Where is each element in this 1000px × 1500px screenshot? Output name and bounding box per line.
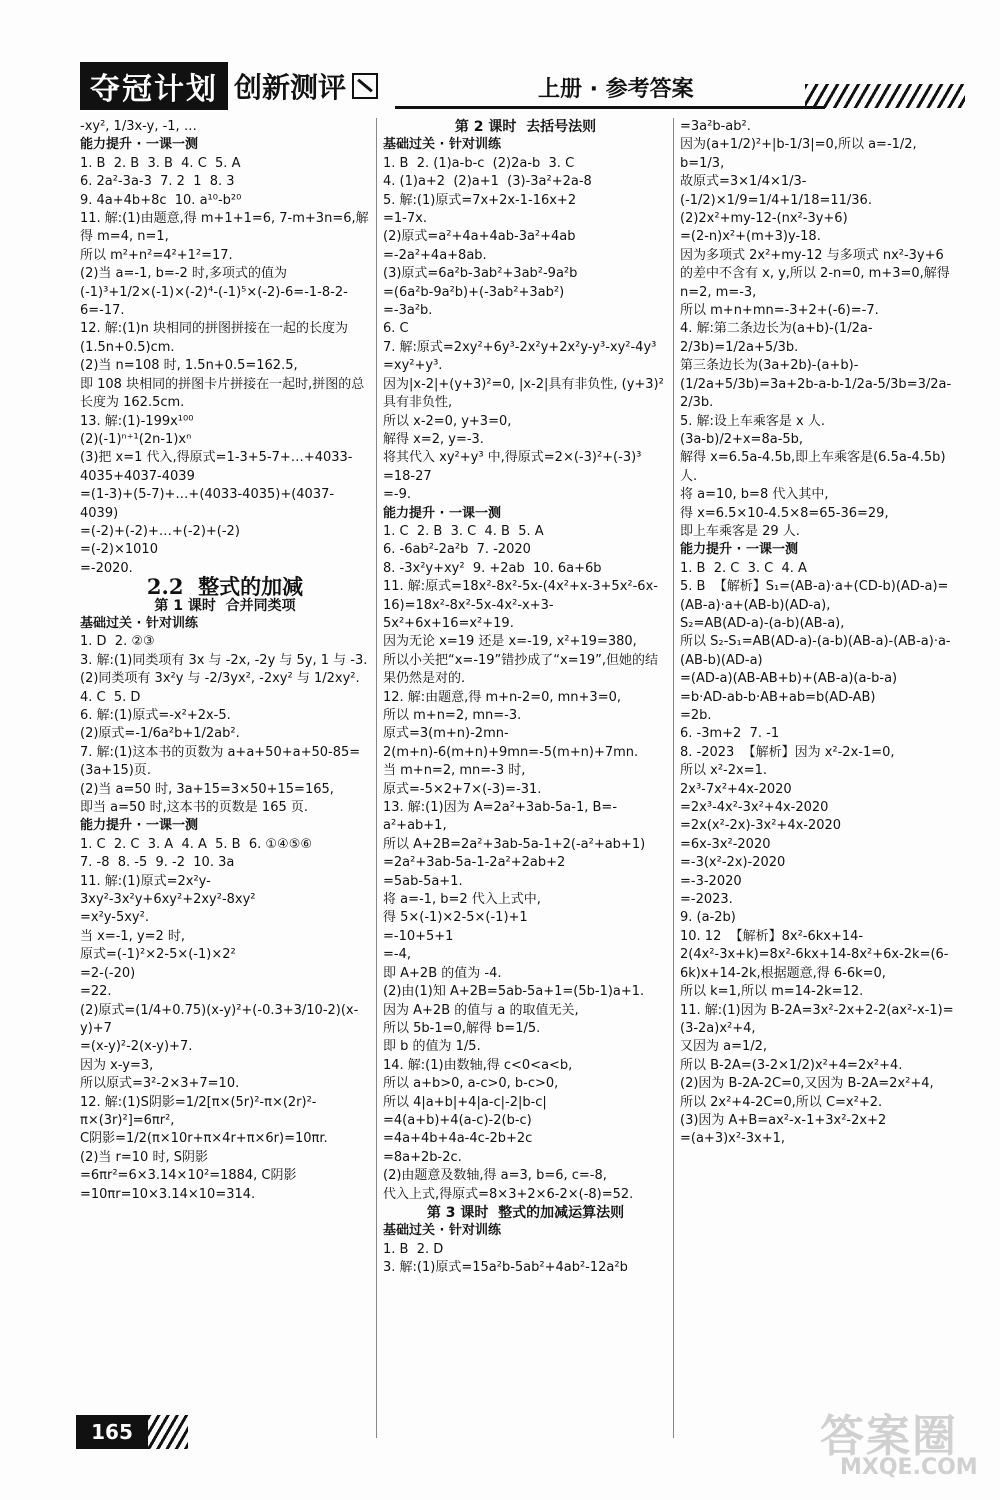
answer-line: 5. B 【解析】S₁=(AB-a)·a+(CD-b)(AD-a)=(AB-a)·a+(AB-b)(AD-a), <box>680 579 949 613</box>
answer-line: 所以 m²+n²=4²+1²=17. <box>80 247 233 263</box>
answer-line: 即 A+2B 的值为 -4. <box>383 965 502 981</box>
answer-line: 故原式=3×1/4×1/3-(-1/2)×1/9=1/4+1/18=11/36. <box>680 174 872 208</box>
answer-line: 所以 k=1,所以 m=14-2k=12. <box>680 984 864 1000</box>
answer-column-1 <box>80 118 370 1204</box>
answer-line: 2.2 整式的加减 <box>146 574 304 600</box>
answer-line: =(a+3)x²-3x+1, <box>680 1131 786 1147</box>
answer-line: (2)原式=-1/6a²b+1/2ab². <box>80 726 240 742</box>
answer-line: 得 5×(-1)×2-5×(-1)+1 <box>383 910 528 926</box>
answer-line: =xy²+y³. <box>383 358 443 374</box>
answer-line: 因为无论 x=19 还是 x=-19, x²+19=380, <box>383 634 637 650</box>
answer-line: 3. 解:(1)原式=15a²b-5ab²+4ab²-12a²b <box>383 1260 628 1276</box>
answer-line: =2b. <box>680 708 712 723</box>
answer-line: 能力提升 · 一课一测 <box>680 542 798 558</box>
answer-line: 第 1 课时 合并同类项 <box>154 597 296 614</box>
answer-line: 4. 解:第二条边长为(a+b)-(1/2a-2/3b)=1/2a+5/3b. <box>680 321 873 355</box>
answer-line: =-4, <box>383 947 411 963</box>
answer-line: 6. 解:(1)原式=-x²+2x-5. <box>80 708 231 723</box>
answer-line: (3)把 x=1 代入,得原式=1-3+5-7+…+4033-4035+4037-4039 <box>80 450 353 484</box>
answer-line: =-2a²+4a+8ab. <box>383 247 487 263</box>
answer-line: (3)因为 A+B=ax²-x-1+3x²-2x+2 <box>680 1112 887 1128</box>
answer-line: 9. (a-2b) <box>680 910 736 926</box>
answer-line: 因为(a+1/2)²+|b-1/3|=0,所以 a=-1/2, b=1/3, <box>680 137 921 171</box>
answer-line: (3a-b)/2+x=8a-5b, <box>680 431 804 447</box>
answer-line: 能力提升 · 一课一测 <box>383 505 501 521</box>
answer-line: =-10+5+1 <box>383 928 454 944</box>
answer-line: (2)同类项有 3x²y 与 -2/3yx², -2xy² 与 1/2xy². <box>80 671 360 687</box>
answer-line: 将 a=10, b=8 代入其中, <box>680 487 829 503</box>
answer-line: 11. 解:原式=18x²-8x²-5x-(4x²+x-3+5x²-6x-16)=18x²-8x²-5x-4x²-x+3-5x²+6x+16=x²+19. <box>383 579 658 631</box>
answer-line: =b·AD-ab-b·AB+ab=b(AD-AB) <box>680 689 876 705</box>
answer-line: =-3-2020 <box>680 873 742 889</box>
answer-line: =2-(-20) <box>80 965 136 981</box>
answer-line: =6x-3x²-2020 <box>680 836 771 852</box>
answer-line: (2)2x²+my-12-(nx²-3y+6) <box>680 211 848 227</box>
page-number: 165 <box>76 1415 148 1449</box>
answer-line: 3. 解:(1)同类项有 3x 与 -2x, -2y 与 5y, 1 与 -3. <box>80 652 368 668</box>
answer-line: 1. D 2. ②③ <box>80 634 155 650</box>
answer-line: (2)由(1)知 A+2B=5ab-5a+1=(5b-1)a+1. <box>383 984 645 1000</box>
answer-line: 基础过关 · 针对训练 <box>383 1223 501 1239</box>
header-stripes <box>805 84 965 108</box>
answer-line: =(-2)×1010 <box>80 542 158 558</box>
answer-line: (2)当 r=10 时, S阴影=6πr²=6×3.14×10²=1884, C阴影=10πr=10×3.14×10=314. <box>80 1149 297 1202</box>
answer-line: =8a+2b-2c. <box>383 1149 462 1165</box>
answer-line: 即 b 的值为 1/5. <box>383 1039 481 1055</box>
answer-line: 所以 a+b>0, a-c>0, b-c>0, <box>383 1076 559 1092</box>
answer-line: 14. 解:(1)由数轴,得 c<0<a<b, <box>383 1057 573 1073</box>
answer-line: (2)由题意及数轴,得 a=3, b=6, c=-8, <box>383 1168 607 1184</box>
answer-line: 13. 解:(1)因为 A=2a²+3ab-5a-1, B=-a²+ab+1, <box>383 800 618 834</box>
answer-line: =2x(x²-2x)-3x²+4x-2020 <box>680 818 842 834</box>
answer-line: 12. 解:由题意,得 m+n-2=0, mn+3=0, <box>383 689 621 705</box>
answer-line: =4a+4b+4a-4c-2b+2c <box>383 1131 533 1147</box>
answer-line: 因为 A+2B 的值与 a 的取值无关, <box>383 1002 579 1018</box>
answer-line: 当 x=-1, y=2 时, <box>80 928 186 944</box>
answer-line: 9. 4a+4b+8c 10. a¹⁰-b²⁰ <box>80 192 242 208</box>
checkbox-mark-icon <box>352 73 378 99</box>
answer-line: =2a²+3ab-5a-1-2a²+2ab+2 <box>383 855 566 871</box>
answer-line: (2)因为 B-2A-2C=0,又因为 B-2A=2x²+4, <box>680 1076 934 1092</box>
answer-line: 所以 m+n+mn=-3+2+(-6)=-7. <box>680 303 879 319</box>
answer-line: 8. -2023 【解析】因为 x²-2x-1=0, <box>680 744 895 760</box>
answer-line: 所以 x-2=0, y+3=0, <box>383 413 512 429</box>
answer-line: 5. 解:设上车乘客是 x 人. <box>680 413 826 429</box>
answer-line: (2)当 a=50 时, 3a+15=3×50+15=165, <box>80 781 334 797</box>
page-tag: 上册 · 参考答案 <box>538 77 694 102</box>
answer-line: 基础过关 · 针对训练 <box>80 615 198 631</box>
answer-line: 7. 解:原式=2xy²+6y³-2x²y+2x²y-y³-xy²-4y³ <box>383 339 657 355</box>
answer-line: =-3a²b. <box>383 303 433 319</box>
page-number-stripes <box>148 1415 188 1449</box>
answer-line: =18-27 <box>383 468 432 484</box>
answer-line: 7. 解:(1)这本书的页数为 a+a+50+a+50-85=(3a+15)页. <box>80 744 361 779</box>
answer-line: =(x-y)²-2(x-y)+7. <box>80 1039 193 1055</box>
answer-line: 即上车乘客是 29 人. <box>680 523 800 539</box>
answer-line: 第 3 课时 整式的加减运算法则 <box>426 1204 625 1221</box>
answer-line: 能力提升 · 一课一测 <box>80 818 198 834</box>
answer-line: (2)当 a=-1, b=-2 时,多项式的值为 <box>80 266 288 282</box>
answer-line: =-2020. <box>80 560 133 576</box>
answer-line: C阴影=1/2(π×10r+π×4r+π×6r)=10πr. <box>80 1131 328 1147</box>
answer-line: 因为多项式 2x²+my-12 与多项式 nx²-3y+6 的差中不含有 x, y,所以 2-n=0, m+3=0,解得 n=2, m=-3, <box>680 247 954 300</box>
answer-line: 1. B 2. D <box>383 1241 444 1257</box>
answer-column-3 <box>680 118 960 1149</box>
answer-line: 所以原式=3²-2×3+7=10. <box>80 1076 240 1092</box>
answer-line: 7. -8 8. -5 9. -2 10. 3a <box>80 855 235 871</box>
answer-line: -xy², 1/3x-y, -1, … <box>80 119 197 134</box>
answer-column-2 <box>383 118 668 1278</box>
answer-line: 因为|x-2|+(y+3)²=0, |x-2|具有非负性, (y+3)²具有非负性, <box>383 376 664 411</box>
answer-line: 6. -3m+2 7. -1 <box>680 726 780 742</box>
answer-line: =x²y-5xy². <box>80 910 149 926</box>
answer-line: =22. <box>80 984 112 1000</box>
answer-line: =5ab-5a+1. <box>383 873 463 889</box>
answer-line: 所以小关把“x=-19”错抄成了“x=19”,但她的结果仍然是对的. <box>383 652 659 687</box>
answer-line: 所以 B-2A=(3-2×1/2)x²+4=2x²+4. <box>680 1057 903 1073</box>
answer-line: 因为 x-y=3, <box>80 1057 154 1073</box>
answer-line: 4. (1)a+2 (2)a+1 (3)-3a²+2a-8 <box>383 174 592 190</box>
answer-line: 解得 x=6.5a-4.5b,即上车乘客是(6.5a-4.5b)人. <box>680 450 946 484</box>
answer-line: 原式=3(m+n)-2mn-2(m+n)-6(m+n)+9mn=-5(m+n)+7mn. <box>383 726 639 760</box>
answer-line: 基础过关 · 针对训练 <box>383 137 501 153</box>
answer-line: (2)当 n=108 时, 1.5n+0.5=162.5, <box>80 358 298 374</box>
answer-line: =3a²b-ab². <box>680 119 751 134</box>
answer-line: =-2023. <box>680 892 733 908</box>
brand-sub: 创新测评 <box>234 71 347 104</box>
answer-line: =(1-3)+(5-7)+…+(4033-4035)+(4037-4039) <box>80 487 335 521</box>
page-header <box>0 0 1000 120</box>
answer-line: S₂=AB(AD-a)-(a-b)(AB-a), <box>680 615 845 631</box>
answer-line: =4(a+b)+4(a-c)-2(b-c) <box>383 1112 532 1128</box>
answer-line: 将 a=-1, b=2 代入上式中, <box>383 892 541 908</box>
answer-line: 所以 2x²+4-2C=0,所以 C=x²+2. <box>680 1094 883 1110</box>
answer-line: 所以 S₂-S₁=AB(AD-a)-(a-b)(AB-a)-(AB-a)·a-(AB-b)(AD-a) <box>680 634 951 668</box>
watermark: 答案圈 <box>820 1411 958 1462</box>
answer-line: (2)(-1)ⁿ⁺¹(2n-1)xⁿ <box>80 431 192 447</box>
answer-line: 11. 解:(1)由题意,得 m+1+1=6, 7-m+3n=6,解得 m=4, n=1, <box>80 211 369 245</box>
answer-line: 第 2 课时 去括号法则 <box>454 119 597 135</box>
answer-line: (-1)³+1/2×(-1)×(-2)⁴-(-1)⁵×(-2)-6=-1-8-2-6=-17. <box>80 284 348 319</box>
answer-line: 第三条边长为(3a+2b)-(a+b)-(1/2a+5/3b)=3a+2b-a-b-1/2a-5/3b=3/2a-2/3b. <box>680 358 952 411</box>
answer-line: (2)原式=(1/4+0.75)(x-y)²+(-0.3+3/10-2)(x-y)+7 <box>80 1002 359 1036</box>
answer-line: 8. -3x²y+xy² 9. +2ab 10. 6a+6b <box>383 560 602 576</box>
answer-line: 又因为 a=1/2, <box>680 1039 768 1055</box>
answer-line: 将其代入 xy²+y³ 中,得原式=2×(-3)²+(-3)³ <box>383 450 642 466</box>
answer-line: 得 x=6.5×10-4.5×8=65-36=29, <box>680 505 889 521</box>
answer-line: =(6a²b-9a²b)+(-3ab²+3ab²) <box>383 284 565 300</box>
answer-line: =(-2)+(-2)+…+(-2)+(-2) <box>80 523 240 539</box>
answer-line: 12. 解:(1)S阴影=1/2[π×(5r)²-π×(2r)²-π×(3r)²]=6πr², <box>80 1094 317 1128</box>
answer-line: 1. B 2. C 3. C 4. A <box>680 560 807 576</box>
answer-line: 1. B 2. B 3. B 4. C 5. A <box>80 155 241 171</box>
answer-line: 所以 4|a+b|+4|a-c|-2|b-c| <box>383 1094 547 1110</box>
answer-line: 12. 解:(1)n 块相同的拼图拼接在一起的长度为(1.5n+0.5)cm. <box>80 321 348 355</box>
answer-line: 1. C 2. B 3. C 4. B 5. A <box>383 523 544 539</box>
answer-line: 所以 5b-1=0,解得 b=1/5. <box>383 1020 541 1036</box>
answer-line: 即 108 块相同的拼图卡片拼接在一起时,拼图的总长度为 162.5cm. <box>80 376 365 411</box>
answer-line: =(2-n)x²+(m+3)y-18. <box>680 229 821 245</box>
watermark-url: MXQE.COM <box>840 1455 978 1480</box>
column-divider <box>376 118 377 1438</box>
answer-line: =-3(x²-2x)-2020 <box>680 855 786 871</box>
answer-line: 6. 2a²-3a-3 7. 2 1 8. 3 <box>80 174 235 190</box>
answer-line: 4. C 5. D <box>80 689 141 705</box>
answer-line: 解得 x=2, y=-3. <box>383 431 484 447</box>
answer-line: 所以 A+2B=2a²+3ab-5a-1+2(-a²+ab+1) <box>383 836 646 852</box>
answer-line: 即当 a=50 时,这本书的页数是 165 页. <box>80 800 309 816</box>
answer-line: 10. 12 【解析】8x²-6kx+14-2(4x²-3x+k)=8x²-6kx+14-8x²+6x-2k=(6-6k)x+14-2k,根据题意,得 6-6k=0, <box>680 928 949 981</box>
answer-line: 13. 解:(1)-199x¹⁰⁰ <box>80 413 194 429</box>
answer-line: 原式=(-1)²×2-5×(-1)×2² <box>80 947 236 963</box>
header-rule <box>395 106 825 109</box>
answer-line: (2)原式=a²+4a+4ab-3a²+4ab <box>383 229 576 245</box>
brand-main: 夺冠计划 <box>80 62 228 110</box>
answer-line: =1-7x. <box>383 211 427 227</box>
answer-line: 1. C 2. C 3. A 4. A 5. B 6. ①④⑤⑥ <box>80 836 313 852</box>
column-divider <box>673 118 674 1438</box>
answer-line: 2x³-7x²+4x-2020 <box>680 781 792 797</box>
answer-line: =-9. <box>383 487 411 503</box>
answer-line: 11. 解:(1)因为 B-2A=3x²-2x+2-2(ax²-x-1)=(3-2a)x²+4, <box>680 1002 954 1036</box>
answer-line: 所以 m+n=2, mn=-3. <box>383 708 522 723</box>
answer-line: =(AD-a)(AB-AB+b)+(AB-a)(a-b-a) <box>680 671 898 687</box>
answer-line: 代入上式,得原式=8×3+2×6-2×(-8)=52. <box>383 1186 634 1202</box>
answer-line: 当 m+n=2, mn=-3 时, <box>383 763 526 779</box>
answer-line: 11. 解:(1)原式=2x²y-3xy²-3x²y+6xy²+2xy²-8xy² <box>80 873 256 908</box>
answer-line: 6. -6ab²-2a²b 7. -2020 <box>383 542 531 558</box>
answer-line: 5. 解:(1)原式=7x+2x-1-16x+2 <box>383 192 577 208</box>
answer-line: 1. B 2. (1)a-b-c (2)2a-b 3. C <box>383 155 575 171</box>
answer-line: =2x³-4x²-3x²+4x-2020 <box>680 800 829 816</box>
brand-logo <box>80 64 378 108</box>
answer-line: (3)原式=6a²b-3ab²+3ab²-9a²b <box>383 266 578 282</box>
answer-line: 所以 x²-2x=1. <box>680 763 767 779</box>
answer-line: 能力提升 · 一课一测 <box>80 137 198 153</box>
answer-line: 6. C <box>383 321 409 337</box>
answer-line: 原式=-5×2+7×(-3)=-31. <box>383 781 542 797</box>
